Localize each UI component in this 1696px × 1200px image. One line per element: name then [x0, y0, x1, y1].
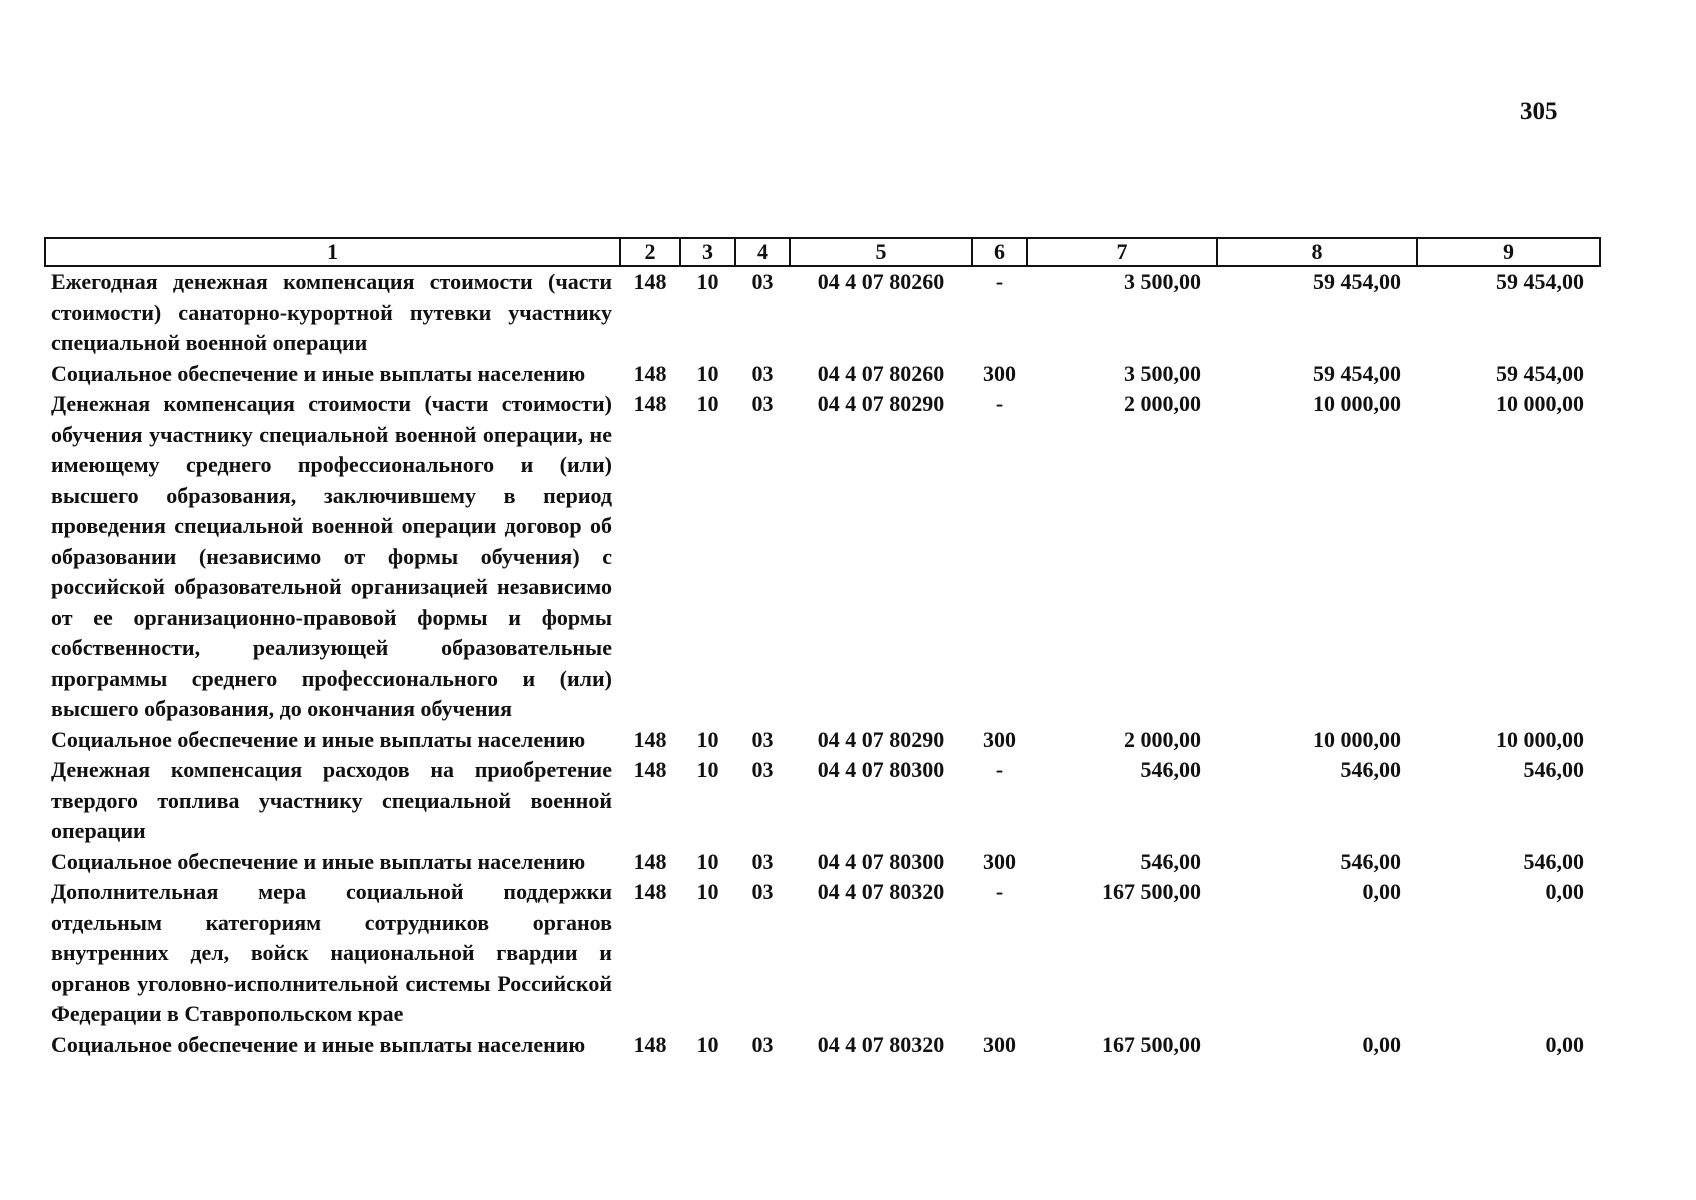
amount-col-8: 10 000,00: [1313, 726, 1401, 752]
table-row: [45, 755, 1600, 847]
amount-col-9: 59 454,00: [1496, 269, 1584, 294]
amount-col-8: 59 454,00: [1313, 269, 1401, 294]
amount-col-8: 0,00: [1362, 1031, 1401, 1057]
table-body: [45, 266, 1600, 1060]
row-description: Социальное обеспечение и иные выплаты населению: [51, 360, 586, 386]
ministry-code: 148: [633, 848, 667, 874]
amount-col-9: 0,00: [1545, 879, 1584, 904]
table-row: [45, 389, 1600, 725]
target-article-code: 04 4 07 80260: [817, 269, 945, 294]
ministry-code: 148: [633, 269, 667, 294]
ministry-code: 148: [633, 879, 667, 904]
section-code: 10: [696, 1031, 719, 1057]
row-description: Социальное обеспечение и иные выплаты населению: [51, 726, 586, 752]
table-row: [45, 359, 1600, 390]
amount-col-7: 3 500,00: [1124, 269, 1201, 294]
row-description: Социальное обеспечение и иные выплаты населению: [51, 1031, 586, 1057]
table-row: [45, 725, 1600, 756]
amount-col-9: 0,00: [1545, 1031, 1584, 1057]
expense-type-code: -: [995, 269, 1004, 294]
target-article-code: 04 4 07 80260: [817, 360, 945, 386]
header-col-1: 1: [45, 238, 620, 266]
ministry-code: 148: [633, 1031, 667, 1057]
section-code: 10: [696, 879, 719, 904]
amount-col-8: 10 000,00: [1313, 391, 1401, 416]
amount-col-9: 10 000,00: [1496, 726, 1584, 752]
amount-col-7: 167 500,00: [1102, 879, 1201, 904]
header-col-8: 8: [1217, 238, 1417, 266]
amount-col-9: 59 454,00: [1496, 360, 1584, 386]
target-article-code: 04 4 07 80290: [817, 726, 945, 752]
amount-col-8: 546,00: [1340, 757, 1401, 782]
subsection-code: 03: [751, 391, 774, 416]
amount-col-8: 546,00: [1340, 848, 1401, 874]
expense-type-code: 300: [983, 360, 1016, 386]
header-col-5: 5: [790, 238, 972, 266]
section-code: 10: [696, 269, 719, 294]
table-row: [45, 847, 1600, 878]
amount-col-7: 2 000,00: [1124, 391, 1201, 416]
table-header: [45, 238, 1600, 266]
section-code: 10: [696, 360, 719, 386]
header-col-3: 3: [680, 238, 735, 266]
target-article-code: 04 4 07 80300: [817, 757, 945, 782]
subsection-code: 03: [751, 848, 774, 874]
table-row: [45, 1030, 1600, 1061]
amount-col-9: 546,00: [1523, 848, 1584, 874]
page-number: 305: [1520, 98, 1558, 125]
budget-table: [44, 237, 1601, 1060]
target-article-code: 04 4 07 80300: [817, 848, 945, 874]
amount-col-7: 546,00: [1140, 848, 1201, 874]
section-code: 10: [696, 391, 719, 416]
subsection-code: 03: [751, 757, 774, 782]
subsection-code: 03: [751, 879, 774, 904]
section-code: 10: [696, 726, 719, 752]
header-col-4: 4: [735, 238, 790, 266]
expense-type-code: -: [995, 391, 1004, 416]
row-description: Денежная компенсация расходов на приобретение твердого топлива участнику специальной военной операции: [51, 757, 612, 843]
row-description: Денежная компенсация стоимости (части стоимости) обучения участнику специальной военной операции, не имеющему среднего профессионального и (или) высшего образования, заключившему в период проведения специальной военной операции договор об образовании (независимо от формы обучения) с российской образовательной организацией независимо от ее организационно-правовой формы и формы собственности, реализующей образовательные программы среднего профессионального и (или) высшего образования, до окончания обучения: [51, 391, 612, 721]
row-description: Социальное обеспечение и иные выплаты населению: [51, 848, 586, 874]
ministry-code: 148: [633, 360, 667, 386]
subsection-code: 03: [751, 726, 774, 752]
amount-col-7: 167 500,00: [1102, 1031, 1201, 1057]
amount-col-7: 546,00: [1140, 757, 1201, 782]
target-article-code: 04 4 07 80320: [817, 879, 945, 904]
header-col-2: 2: [620, 238, 680, 266]
header-col-6: 6: [972, 238, 1027, 266]
amount-col-8: 59 454,00: [1313, 360, 1401, 386]
ministry-code: 148: [633, 757, 667, 782]
row-description: Ежегодная денежная компенсация стоимости (части стоимости) санаторно-курортной путевки участнику специальной военной операции: [51, 269, 612, 355]
subsection-code: 03: [751, 1031, 774, 1057]
expense-type-code: -: [995, 757, 1004, 782]
target-article-code: 04 4 07 80320: [817, 1031, 945, 1057]
expense-type-code: 300: [983, 1031, 1016, 1057]
section-code: 10: [696, 848, 719, 874]
ministry-code: 148: [633, 391, 667, 416]
ministry-code: 148: [633, 726, 667, 752]
header-col-9: 9: [1417, 238, 1600, 266]
target-article-code: 04 4 07 80290: [817, 391, 945, 416]
subsection-code: 03: [751, 269, 774, 294]
subsection-code: 03: [751, 360, 774, 386]
budget-table-container: [44, 237, 1601, 1060]
row-description: Дополнительная мера социальной поддержки отдельным категориям сотрудников органов внутренних дел, войск национальной гвардии и органов уголовно-исполнительной системы Российской Федерации в Ставропольском крае: [51, 879, 612, 1026]
amount-col-7: 2 000,00: [1124, 726, 1201, 752]
header-row: [45, 238, 1600, 266]
expense-type-code: 300: [983, 848, 1016, 874]
expense-type-code: 300: [983, 726, 1016, 752]
amount-col-9: 10 000,00: [1496, 391, 1584, 416]
section-code: 10: [696, 757, 719, 782]
amount-col-7: 3 500,00: [1124, 360, 1201, 386]
amount-col-8: 0,00: [1362, 879, 1401, 904]
header-col-7: 7: [1027, 238, 1217, 266]
table-row: [45, 266, 1600, 359]
table-row: [45, 877, 1600, 1030]
amount-col-9: 546,00: [1523, 757, 1584, 782]
expense-type-code: -: [995, 879, 1004, 904]
